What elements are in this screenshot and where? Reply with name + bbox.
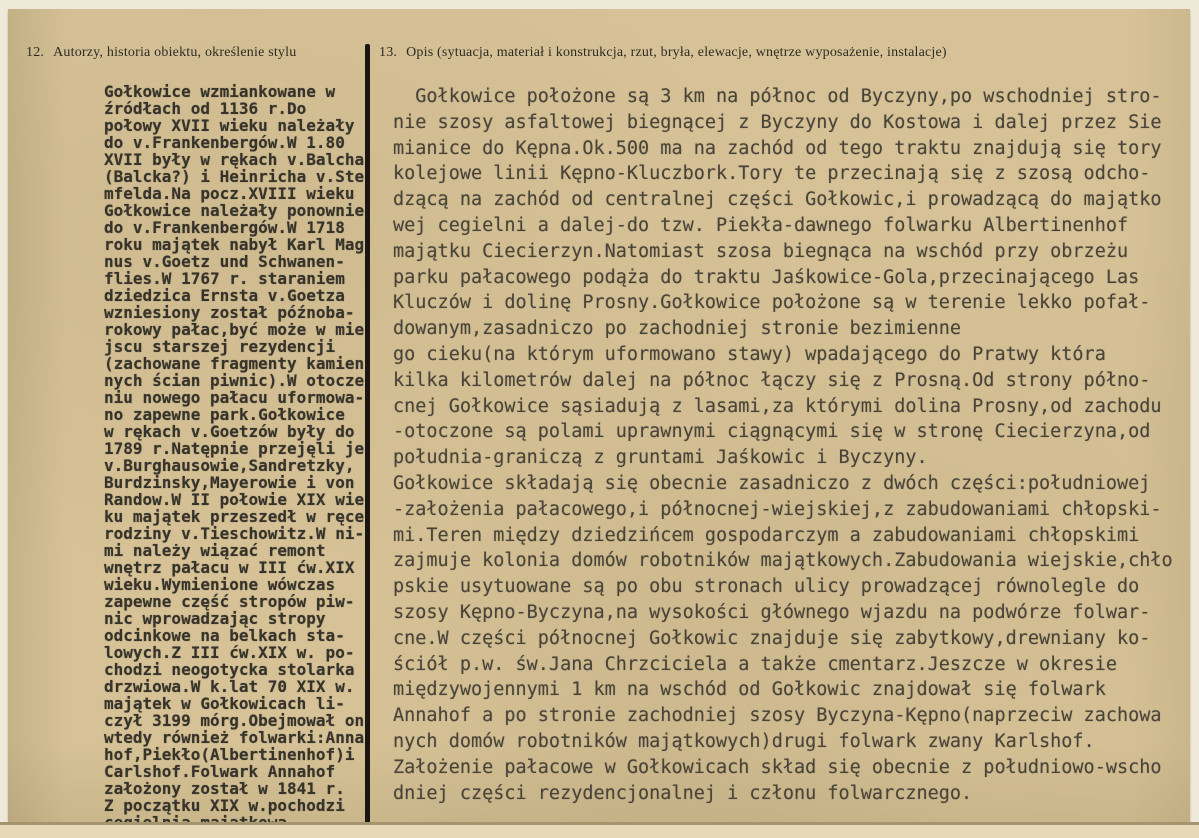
text-line: odcinkowe na belkach sta-	[104, 626, 345, 645]
text-line: nic wprowadzając stropy	[104, 609, 326, 628]
text-line: źródłach od 1136 r.Do	[104, 99, 307, 118]
text-line: kilka kilometrów dalej na północ łączy się z Prosną.Od strony półno-	[393, 369, 1151, 391]
text-line: dniej części rezydencjonalnej i członu folwarcznego.	[393, 782, 973, 804]
text-line: nych domów robotników majątkowych)drugi folwark zwany Karlshof.	[393, 730, 1095, 752]
text-line: zajmuje kolonia domów robotników majątkowych.Zabudowania wiejskie,chło	[393, 550, 1173, 572]
text-line: no zapewne park.Gołkowice	[104, 405, 345, 424]
text-line: dzącą na zachód od centralnej części Gołkowic,i prowadzącą do majątko	[393, 189, 1162, 211]
text-line: Z początku XIX w.pochodzi	[104, 796, 345, 815]
text-line: cnej Gołkowice sąsiadują z lasami,za którymi dolina Prosny,od zachodu	[393, 395, 1162, 417]
text-line: roku majątek nabył Karl Mag	[104, 235, 365, 254]
text-line: (zachowane fragmenty kamien	[104, 354, 365, 373]
text-line: Burdzinsky,Mayerowie i von	[104, 473, 355, 492]
text-line: pskie usytuowane są po obu stronach ulicy prowadzącej równolegle do	[393, 576, 1140, 598]
text-line: nych ścian piwnic).W otocze	[104, 371, 365, 390]
text-line: -otoczone są polami uprawnymi ciągnącymi się w stronę Ciecierzyna,od	[393, 421, 1151, 443]
text-line: do v.Frankenbergów.W 1718	[104, 218, 345, 237]
text-line: Gołkowice położone są 3 km na północ od Byczyny,po wschodniej stro-	[393, 86, 1162, 107]
text-line: zapewne część stropów piw-	[104, 592, 355, 611]
text-line: majątek w Gołkowicach li-	[104, 694, 345, 713]
text-line: rodziny v.Tieschowitz.W ni-	[104, 524, 365, 543]
text-line: lowych.Z III ćw.XIX w. po-	[104, 643, 355, 662]
text-line: międzywojennymi 1 km na wschód od Gołkowic znajdował się folwark	[393, 679, 1106, 701]
text-line: 1789 r.Natępnie przejęli je	[104, 439, 365, 458]
paper-bottom-edge	[0, 822, 1199, 838]
text-line: rokowy pałac,być może w mie	[104, 320, 365, 339]
text-line: hof,Piekło(Albertinenhof)i	[104, 745, 355, 764]
text-line: wieku.Wymienione wówczas	[104, 575, 336, 594]
text-line: flies.W 1767 r. staraniem	[104, 269, 345, 288]
text-line: niu nowego pałacu uformowa-	[104, 388, 365, 407]
text-line: -założenia pałacowego,i północnej-wiejskiej,z zabudowaniami chłopski-	[393, 498, 1162, 520]
text-line: jscu starszej rezydencji	[104, 337, 336, 356]
text-line: mi należy wiązać remont	[104, 541, 326, 560]
text-line: dziedzica Ernsta v.Goetza	[104, 286, 345, 305]
text-line: wtedy również folwarki:Anna	[104, 728, 365, 747]
section-13-label: Opis (sytuacja, materiał i konstrukcja, rzut, bryła, elewacje, wnętrze wyposażenie, instalacje)	[406, 45, 947, 60]
section-13-header	[379, 45, 947, 61]
text-line: ściół p.w. św.Jana Chrzciciela a także cmentarz.Jeszcze w okresie	[393, 653, 1117, 675]
text-line: go cieku(na którym uformowano stawy) wpadającego do Pratwy która	[393, 343, 1106, 365]
left-column-text	[104, 83, 372, 831]
text-line: Gołkowice składają się obecnie zasadniczo z dwóch części:południowej	[393, 472, 1151, 494]
text-line: nus v.Goetz und Schwanen-	[104, 252, 345, 271]
text-line: Kluczów i dolinę Prosny.Gołkowice położone są w terenie lekko pofał-	[393, 292, 1151, 314]
text-line: wnętrz pałacu w III ćw.XIX	[104, 558, 355, 577]
text-line: majątku Ciecierzyn.Natomiast szosa biegnąca na wschód przy obrzeżu	[393, 240, 1129, 262]
text-line: połowy XVII wieku należały	[104, 116, 355, 135]
text-line: (Balcka?) i Heinricha v.Ste	[104, 167, 365, 186]
text-line: do v.Frankenbergów.W 1.80	[104, 133, 345, 152]
text-line: mfelda.Na pocz.XVIII wieku	[104, 184, 355, 203]
text-line: cne.W części północnej Gołkowic znajduje się zabytkowy,drewniany ko-	[393, 627, 1151, 649]
text-line: Gołkowice należały ponownie	[104, 201, 365, 220]
section-12-label: Autorzy, historia obiektu, określenie stylu	[53, 45, 297, 60]
text-line: wzniesiony został późnoba-	[104, 303, 355, 322]
text-line: dowanym,zasadniczo po zachodniej stronie bezimienne	[393, 318, 962, 340]
section-12-header	[26, 45, 296, 61]
text-line: w rękach v.Goetzów były do	[104, 422, 355, 441]
text-line: drzwiowa.W k.lat 70 XIX w.	[104, 677, 355, 696]
text-line: czył 3199 mórg.Obejmował on	[104, 711, 365, 730]
text-line: kolejowe linii Kępno-Kluczbork.Tory te przecinają się z szosą odcho-	[393, 163, 1151, 185]
text-line: szosy Kępno-Byczyna,na wysokości głównego wjazdu na podwórze folwar-	[393, 601, 1151, 623]
text-line: założony został w 1841 r.	[104, 779, 345, 798]
document-paper	[8, 9, 1190, 822]
text-line: nie szosy asfaltowej biegnącej z Byczyny do Kostowa i dalej przez Sie	[393, 111, 1162, 133]
text-line: Carlshof.Folwark Annahof	[104, 762, 336, 781]
text-line: Annahof a po stronie zachodniej szosy Byczyna-Kępno(naprzeciw zachowa	[393, 705, 1162, 727]
text-line: południa-graniczą z gruntami Jaśkowic i Byczyny.	[393, 447, 928, 469]
text-line: Randow.W II połowie XIX wie	[104, 490, 365, 509]
right-column-text	[393, 84, 1183, 806]
text-line: wej cegielni a dalej-do tzw. Piekła-dawnego folwarku Albertinenhof	[393, 214, 1129, 236]
text-line: parku pałacowego podąża do traktu Jaśkowice-Gola,przecinającego Las	[393, 266, 1140, 288]
section-12-number: 12.	[26, 45, 45, 60]
text-line: Gołkowice wzmiankowane w	[104, 82, 336, 101]
text-line: XVII były w rękach v.Balcha	[104, 150, 365, 169]
text-line: chodzi neogotycka stolarka	[104, 660, 355, 679]
text-line: ku majątek przeszedł w ręce	[104, 507, 365, 526]
text-line: Założenie pałacowe w Gołkowicach skład się obecnie z południowo-wscho	[393, 756, 1162, 778]
section-13-number: 13.	[379, 45, 398, 60]
text-line: mi.Teren między dziedzińcem gospodarczym a zabudowaniami chłopskimi	[393, 524, 1140, 546]
text-line: v.Burghausowie,Sandretzky,	[104, 456, 355, 475]
text-line: mianice do Kępna.Ok.500 ma na zachód od tego traktu znajdują się tory	[393, 137, 1162, 159]
